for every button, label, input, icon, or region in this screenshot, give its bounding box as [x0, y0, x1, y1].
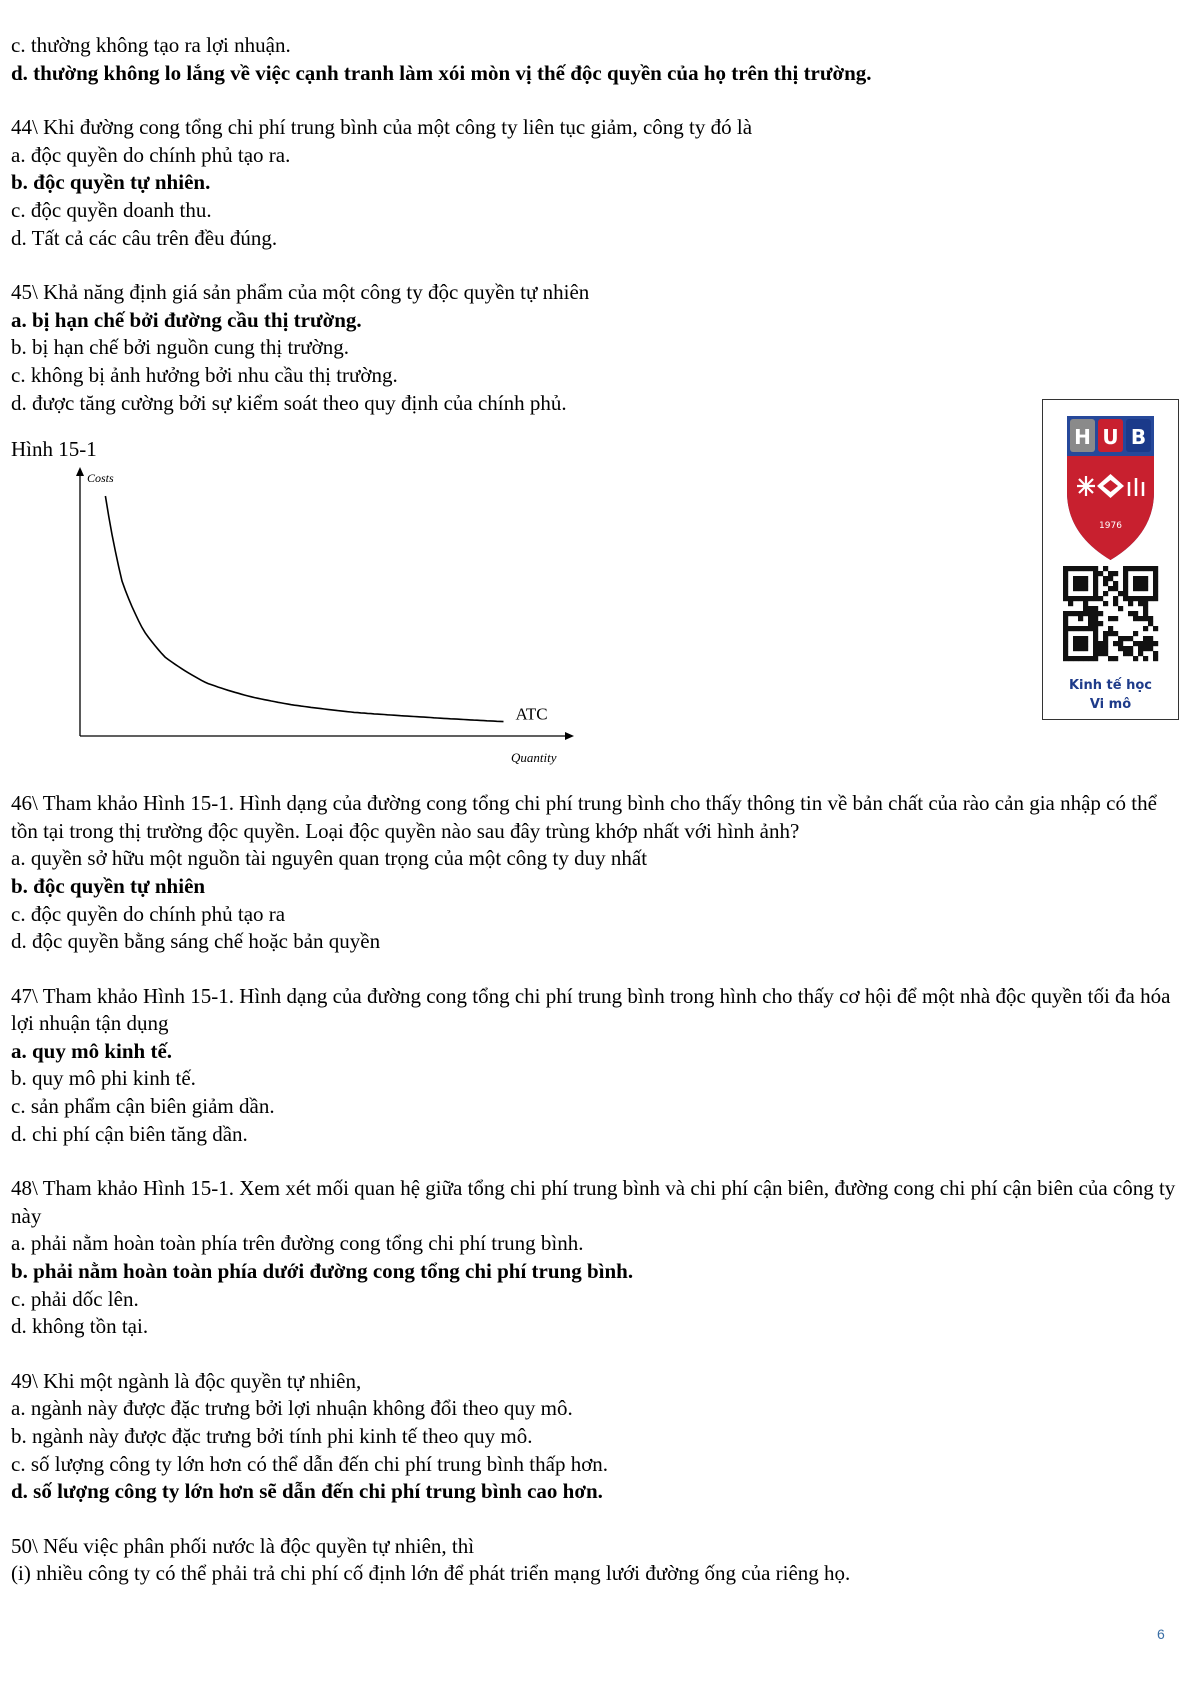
question-stem: 44\ Khi đường cong tổng chi phí trung bình của một công ty liên tục giảm, công ty đó là: [11, 115, 753, 140]
atc-chart: [47, 466, 577, 776]
x-axis-arrow: [565, 732, 574, 740]
question-stem: 50\ Nếu việc phân phối nước là độc quyền tự nhiên, thì: [11, 1533, 475, 1558]
answer-c: c. không bị ảnh hưởng bởi nhu cầu thị trường.: [11, 362, 398, 387]
hub-caption: [1043, 676, 1178, 714]
answer-c: c. độc quyền do chính phủ tạo ra: [11, 901, 286, 926]
question-stem: 48\ Tham khảo Hình 15-1. Xem xét mối quan hệ giữa tổng chi phí trung bình và chi phí cận biên, đường cong chi phí cận biên của công ty này: [11, 1176, 1176, 1228]
question-stem: 49\ Khi một ngành là độc quyền tự nhiên,: [11, 1368, 362, 1393]
caption-line-1: Kinh tế học: [1068, 678, 1152, 693]
answer-c: c. sản phẩm cận biên giảm dần.: [11, 1094, 275, 1119]
statement-i: (i) nhiều công ty có thể phải trả chi phí cố định lớn để phát triển mạng lưới đường ống của riêng họ.: [11, 1561, 851, 1586]
question-stem: 47\ Tham khảo Hình 15-1. Hình dạng của đường cong tổng chi phí trung bình trong hình cho thấy cơ hội để một nhà độc quyền tối đa hóa lợi nhuận tận dụng: [11, 983, 1171, 1036]
answer-b-correct: b. độc quyền tự nhiên.: [11, 170, 211, 195]
answer-d: d. chi phí cận biên tăng dần.: [11, 1121, 248, 1146]
answer-d-correct: d. số lượng công ty lớn hơn sẽ dẫn đến chi phí trung bình cao hơn.: [11, 1479, 603, 1504]
logo-letter-u: U: [1102, 425, 1119, 449]
question-47: [11, 983, 1176, 1149]
caption-line-2: Vi mô: [1089, 697, 1132, 712]
answer-d-correct: d. thường không lo lắng về việc cạnh tranh làm xói mòn vị thế độc quyền của họ trên thị trường.: [11, 60, 872, 85]
network-icon: [1077, 476, 1095, 496]
y-axis-label: Costs: [87, 471, 114, 486]
answer-d: d. Tất cả các câu trên đều đúng.: [11, 225, 278, 250]
answer-b: b. quy mô phi kinh tế.: [11, 1066, 196, 1091]
answer-a: a. quyền sở hữu một nguồn tài nguyên quan trọng của một công ty duy nhất: [11, 846, 648, 871]
logo-year: 1976: [1099, 521, 1122, 531]
question-44: [11, 114, 1176, 252]
x-axis-label: Quantity: [511, 750, 557, 766]
answer-c: c. phải dốc lên.: [11, 1286, 139, 1311]
question-46: [11, 790, 1176, 956]
hub-shield-red: [1067, 456, 1154, 560]
answer-b-correct: b. độc quyền tự nhiên: [11, 873, 206, 898]
qr-code-icon: [1063, 566, 1158, 661]
document-page: [11, 32, 1176, 1588]
answer-d: d. được tăng cường bởi sự kiểm soát theo quy định của chính phủ.: [11, 390, 567, 415]
answer-b: b. bị hạn chế bởi nguồn cung thị trường.: [11, 335, 350, 360]
page-number: 6: [1157, 1626, 1165, 1642]
answer-b-correct: b. phải nằm hoàn toàn phía dưới đường cong tổng chi phí trung bình.: [11, 1259, 634, 1284]
y-axis-arrow: [76, 467, 84, 476]
logo-letter-b: B: [1130, 425, 1147, 449]
answer-a: a. ngành này được đặc trưng bởi lợi nhuận không đổi theo quy mô.: [11, 1396, 573, 1421]
question-stem: 45\ Khả năng định giá sản phẩm của một công ty độc quyền tự nhiên: [11, 280, 590, 305]
hub-logo: [1043, 400, 1178, 672]
answer-a-correct: a. quy mô kinh tế.: [11, 1038, 173, 1063]
answer-a-correct: a. bị hạn chế bởi đường cầu thị trường.: [11, 307, 362, 332]
question-49: [11, 1368, 1176, 1506]
logo-letter-h: H: [1074, 425, 1091, 449]
question-stem: 46\ Tham khảo Hình 15-1. Hình dạng của đường cong tổng chi phí trung bình cho thấy thông tin về bản chất của rào cản gia nhập có thể tồn tại trong thị trường độc quyền. Loại độc quyền nào sau đây trùng khớp nhất với hình ảnh?: [11, 791, 1157, 843]
question-45: [11, 279, 1176, 417]
atc-curve: [105, 496, 503, 722]
answer-a: a. phải nằm hoàn toàn phía trên đường cong tổng chi phí trung bình.: [11, 1231, 584, 1256]
answer-c: c. độc quyền doanh thu.: [11, 197, 212, 222]
answer-a: a. độc quyền do chính phủ tạo ra.: [11, 142, 291, 167]
atc-curve-label: ATC: [515, 704, 548, 724]
answer-b: b. ngành này được đặc trưng bởi tính phi kinh tế theo quy mô.: [11, 1424, 533, 1448]
figure-15-1: [11, 436, 1176, 776]
answer-d: d. độc quyền bằng sáng chế hoặc bản quyền: [11, 929, 381, 954]
answer-d: d. không tồn tại.: [11, 1314, 149, 1339]
question-48: [11, 1175, 1176, 1341]
question-50: [11, 1533, 1176, 1588]
answer-c: c. số lượng công ty lớn hơn có thể dẫn đến chi phí trung bình thấp hơn.: [11, 1451, 609, 1476]
hub-logo-card: [1042, 399, 1179, 720]
figure-label: Hình 15-1: [11, 437, 97, 462]
answer-c: c. thường không tạo ra lợi nhuận.: [11, 33, 291, 57]
